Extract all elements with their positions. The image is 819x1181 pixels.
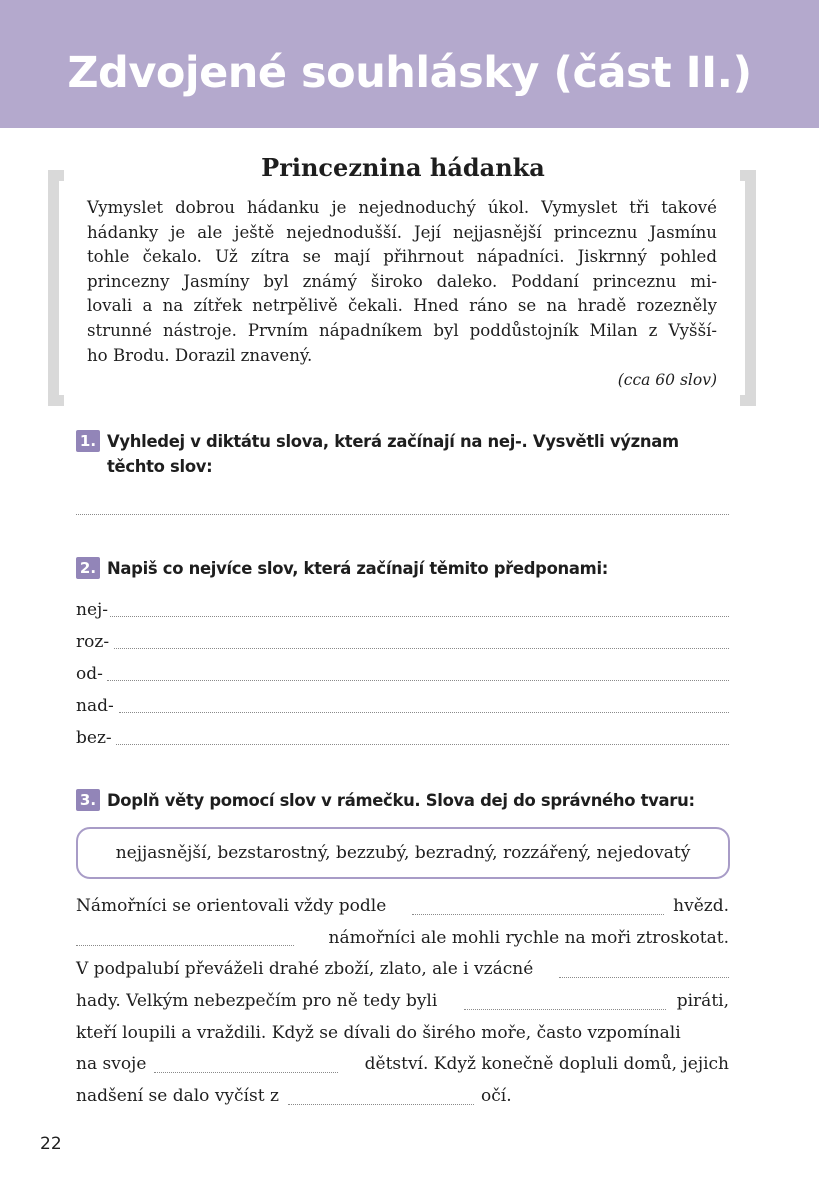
paragraph-row (76, 891, 729, 923)
dictation-line: hádanky je ale ještě nejednodušší. Její nejjasnější princeznu Jasmínu (87, 222, 717, 242)
page-number: 22 (40, 1134, 62, 1154)
paragraph-text: kteří loupili a vraždili. Když se dívali do širého moře, často vzpomínali (76, 1022, 681, 1043)
dictation-line: Vymyslet dobrou hádanku je nejednoduchý úkol. Vymyslet tři takové (87, 198, 717, 217)
paragraph-row (76, 1081, 729, 1113)
task-3-text: Doplň věty pomocí slov v rámečku. Slova dej do správného tvaru: (107, 791, 695, 810)
answer-line[interactable] (76, 945, 294, 946)
dictation-bracket-right (740, 170, 756, 406)
paragraph-text: nadšení se dalo vyčíst z (76, 1086, 279, 1107)
word-box (76, 827, 730, 879)
paragraph-text: V podpalubí převáželi drahé zboží, zlato, ale i vzácné (76, 959, 534, 980)
dictation-title: Princeznina hádanka (261, 153, 545, 182)
answer-line[interactable] (412, 914, 664, 915)
answer-line[interactable] (110, 616, 729, 617)
prefix-label: bez- (76, 728, 112, 748)
word-list: nejjasnější, bezstarostný, bezzubý, bezradný, rozzářený, nejedovatý (115, 843, 691, 863)
page-header (0, 0, 819, 128)
dictation-line: ho Brodu. Dorazil znavený. (87, 345, 313, 365)
paragraph-text: očí. (481, 1086, 512, 1107)
answer-line[interactable] (114, 648, 729, 649)
paragraph-text: Námořníci se orientovali vždy podle (76, 896, 387, 916)
answer-line[interactable] (464, 1009, 666, 1010)
prefix-label: nad- (76, 696, 114, 716)
answer-line[interactable] (559, 977, 729, 978)
prefix-row (76, 597, 729, 623)
paragraph-row (76, 954, 729, 986)
dictation-text (87, 196, 717, 368)
paragraph-text: hvězd. (673, 896, 729, 916)
task-number: 2. (76, 557, 100, 579)
task-1-instruction (76, 429, 679, 479)
dictation-line: lovali a na zítřek netrpělivě čekali. Hned ráno se na hradě rozezněly (87, 296, 717, 316)
task-number: 1. (76, 430, 100, 452)
dictation-line: tohle čekalo. Už zítra se mají přihrnout nápadníci. Jiskrnný pohled (87, 247, 717, 267)
paragraph-text: dětství. Když konečně dopluli domů, jejich (364, 1054, 729, 1075)
answer-line[interactable] (116, 744, 729, 745)
paragraph-text: námořníci ale mohli rychle na moři ztroskotat. (328, 927, 729, 948)
answer-line[interactable] (154, 1072, 338, 1073)
fill-in-paragraph (76, 891, 729, 1113)
answer-line[interactable] (288, 1104, 474, 1105)
page-title: Zdvojené souhlásky (část II.) (67, 48, 752, 98)
dictation-line: princezny Jasmíny byl známý široko daleko. Poddaní princeznu mi- (87, 271, 717, 291)
dictation-line: strunné nástroje. Prvním nápadníkem byl poddůstojník Milan z Vyšší- (87, 320, 717, 340)
paragraph-row (76, 1018, 729, 1050)
prefix-label: nej- (76, 600, 109, 620)
paragraph-text: hady. Velkým nebezpečím pro ně tedy byli (76, 991, 438, 1012)
task-number: 3. (76, 789, 100, 811)
paragraph-text: piráti, (676, 991, 729, 1012)
task-3-instruction (76, 788, 695, 813)
prefix-row (76, 693, 729, 719)
word-count: (cca 60 slov) (617, 371, 717, 389)
task-1-text-line1: Vyhledej v diktátu slova, která začínají na nej-. Vysvětli význam (107, 432, 679, 451)
prefix-row (76, 725, 729, 751)
paragraph-row (76, 923, 729, 955)
answer-line[interactable] (76, 514, 729, 515)
task-2-instruction (76, 556, 608, 581)
answer-line[interactable] (107, 680, 729, 681)
paragraph-text: na svoje (76, 1054, 147, 1075)
task-1-text-line2: těchto slov: (107, 457, 213, 476)
paragraph-row (76, 1049, 729, 1081)
prefix-label: roz- (76, 632, 110, 652)
prefix-row (76, 661, 729, 687)
paragraph-row (76, 986, 729, 1018)
prefix-row (76, 629, 729, 655)
task-2-text: Napiš co nejvíce slov, která začínají těmito předponami: (107, 559, 609, 578)
prefix-label: od- (76, 664, 103, 684)
dictation-bracket-left (48, 170, 64, 406)
answer-line[interactable] (119, 712, 729, 713)
